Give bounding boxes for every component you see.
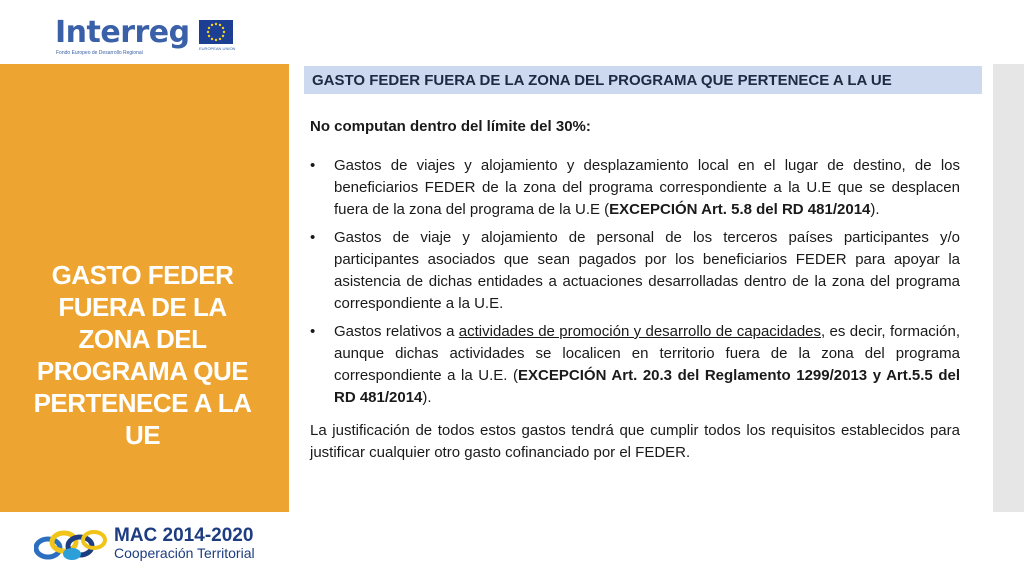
bullet-text-end: ).: [422, 389, 432, 406]
bullet-exception-ref: EXCEPCIÓN Art. 5.8 del RD 481/2014: [609, 201, 871, 218]
mac-logo-title: MAC 2014-2020: [114, 525, 254, 546]
bullet-text: Gastos de viaje y alojamiento de personal de los terceros países participantes y/o participantes asociados que sean pagados por los beneficiarios FEDER para apoyar la asistencia de dichas entidades a actuaciones desarrolladas dentro de la zona del programa correspondiente a la U.E.: [334, 229, 960, 312]
bullet-item-promotion-activities: [310, 321, 960, 409]
bullet-underlined-text: actividades de promoción y desarrollo de capacidades: [458, 323, 822, 340]
justification-paragraph: La justificación de todos estos gastos tendrá que cumplir todos los requisitos establecidos para justificar cualquier otro gasto cofinanciado por el FEDER.: [310, 422, 960, 461]
eu-label: EUROPEAN UNION: [199, 46, 236, 51]
section-header-title: GASTO FEDER FUERA DE LA ZONA DEL PROGRAMA QUE PERTENECE A LA UE: [312, 72, 892, 89]
bullet-list: [310, 155, 960, 409]
left-title-panel: [0, 64, 289, 512]
bullet-text: Gastos de viajes y alojamiento y desplazamiento local en el lugar de destino, de los beneficiarios FEDER de la zona del programa correspondiente a la U.E que se desplacen fuera de la zona del programa de la U.E (: [334, 157, 960, 218]
interreg-subtitle: Fondo Europeo de Desarrollo Regional: [56, 50, 143, 56]
mac-logo: [34, 520, 274, 568]
bullet-text-end: ).: [870, 201, 880, 218]
bullet-exception-ref: EXCEPCIÓN Art. 20.3 del Reglamento 1299/2013 y Art.5.5 del RD 481/2014: [334, 367, 960, 406]
interreg-wordmark: Interreg: [55, 15, 190, 50]
right-decorative-strip: [993, 64, 1024, 512]
bullet-text-mid: , es decir, formación, aunque dichas actividades se localicen en territorio fuera de la zona del programa correspondiente a la U.E. (: [334, 323, 960, 384]
bullet-icon: •: [310, 229, 316, 246]
mac-rings-icon: [34, 524, 110, 564]
content-subtitle: No computan dentro del límite del 30%:: [310, 118, 591, 135]
eu-flag-icon: [199, 20, 233, 44]
bullet-item-third-countries: [310, 227, 960, 315]
bullet-icon: •: [310, 157, 316, 174]
main-content: [310, 116, 960, 479]
interreg-logo: [55, 16, 245, 60]
bullet-icon: •: [310, 323, 316, 340]
bullet-text: Gastos relativos a: [334, 323, 459, 340]
left-panel-title: GASTO FEDER FUERA DE LA ZONA DEL PROGRAMA QUE PERTENECE A LA UE: [33, 260, 252, 450]
section-header-bar: [304, 66, 982, 94]
bullet-item-travel-beneficiaries: [310, 155, 960, 221]
mac-logo-subtitle: Cooperación Territorial: [114, 545, 255, 561]
